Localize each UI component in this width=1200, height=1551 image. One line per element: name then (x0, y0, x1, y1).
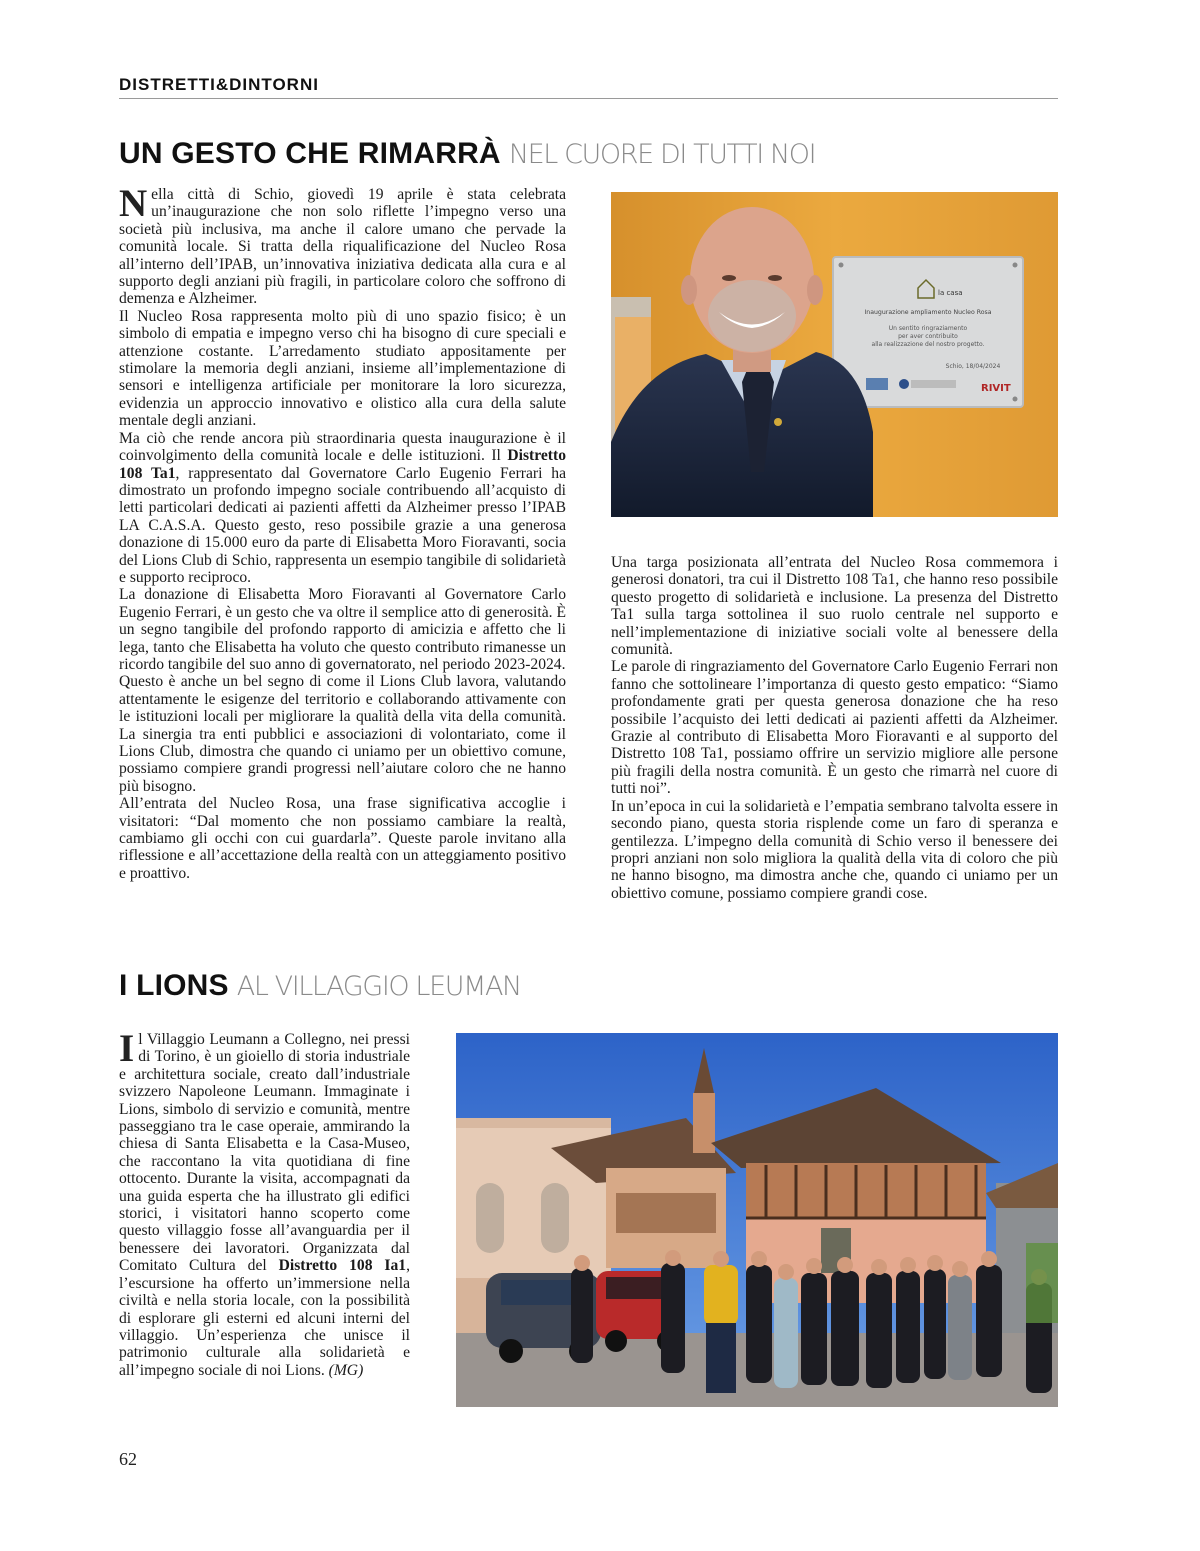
article1-column-left (119, 182, 566, 882)
article1-headline-light: NEL CUORE DI TUTTI NOI (508, 139, 816, 170)
district-name: Distretto 108 Ia1 (278, 1257, 407, 1275)
paragraph: Le parole di ringraziamento del Governatore Carlo Eugenio Ferrari non fanno che sottolineare l’importanza di questo gesto empatico: “Siamo profondamente grati per questa generosa donazione che ha reso possibile l’acquisto dei letti dedicati ai pazienti affetti da Alzheimer. Grazie al contributo di Elisabetta Moro Fioravanti e al supporto del Distretto 108 Ta1, possiamo offrire un servizio migliore alle persone più fragili della nostra comunità. È un gesto che rimarrà nel cuore di tutti noi”. (611, 658, 1058, 798)
article2-headline-light: AL VILLAGGIO LEUMAN (236, 971, 521, 1002)
plaque-line4: alla realizzazione del nostro progetto. (871, 341, 985, 348)
paragraph: Ma ciò che rende ancora più straordinaria questa inaugurazione è il coinvolgimento della comunità locale e delle istituzioni. Il Distretto 108 Ta1, rappresentato dal Governatore Carlo Eugenio Ferrari ha dimostrato un profondo impegno sociale contribuendo all’acquisto di letti particolari dedicati ai pazienti affetti da Alzheimer presso l’IPAB LA C.A.S.A. Questo gesto, reso possibile grazie a una generosa donazione di 15.000 euro da parte di Elisabetta Moro Fioravanti, socia del Lions Club di Schio, rappresenta un esempio tangibile di solidarietà e supporto reciproco. (119, 429, 566, 586)
section-title: DISTRETTI&DINTORNI (119, 75, 319, 94)
article1-headline-bold: UN GESTO CHE RIMARRÀ (119, 137, 501, 170)
district-name: Distretto 108 Ta1 (119, 447, 566, 482)
author-signature: (MG) (328, 1361, 364, 1379)
article2-headline (119, 966, 521, 1011)
governor-photo (611, 192, 1058, 517)
section-header (119, 74, 1058, 99)
villaggio-photo-illustration (456, 1033, 1058, 1407)
paragraph: Il Nucleo Rosa rappresenta molto più di uno spazio fisico; è un simbolo di empatia e impegno verso chi ha bisogno di cure speciali e attenzione costante. L’arredamento studiato appositamente per stimolare la memoria degli anziani, insieme all’implementazione di sensori e intelligenza artificiale per monitorare la loro sicurezza, evidenzia un approccio innovativo e olistico alla cura della salute mentale degli anziani. (119, 307, 566, 430)
paragraph: Nella città di Schio, giovedì 19 aprile è stata celebrata un’inaugurazione che non solo riflette l’impegno verso una società più inclusiva, ma anche il calore umano che pervade la comunità locale. Si tratta della riqualificazione del Nucleo Rosa all’interno dell’IPAB, un’innovativa iniziativa dedicata alla cura e al supporto degli anziani più fragili, in particolare coloro che soffrono di demenza e Alzheimer. (119, 182, 566, 308)
paragraph: Il Villaggio Leumann a Collegno, nei pressi di Torino, è un gioiello di storia industriale e architettura sociale, creato dall’industriale svizzero Napoleone Leumann. Immaginate i Lions, simbolo di servizio e comunità, mentre passeggiano tra le case operaie, ammirando la chiesa di Santa Elisabetta e la Casa-Museo, che raccontano la vita quotidiana di fine ottocento. Durante la visita, accompagnati da una guida esperta che ha illustrato gli edifici storici, i visitatori hanno scoperto come questo villaggio fosse all’avanguardia per il benessere dei lavoratori. Organizzata dal Comitato Cultura del Distretto 108 Ia1, l’escursione ha offerto un’immersione nella civiltà e nella storia locale, con la possibilità di esplorare gli esterni ed alcuni interni del villaggio. Un’esperienza che unisce il patrimonio culturale alla solidarietà e all’impegno sociale di noi Lions. (MG) (119, 1027, 410, 1379)
dropcap: I (119, 1027, 135, 1070)
article1-column-right (611, 554, 1058, 902)
plaque-line3: per aver contribuito (898, 333, 958, 340)
villaggio-leumann-photo (456, 1033, 1058, 1407)
plaque-date: Schio, 18/04/2024 (945, 363, 1001, 370)
plaque-line2: Un sentito ringraziamento (888, 325, 968, 332)
governor-photo-illustration (611, 192, 1058, 517)
paragraph: All’entrata del Nucleo Rosa, una frase significativa accoglie i visitatori: “Dal momento che non possiamo cambiare la realtà, cambiamo gli occhi con cui guardarla”. Queste parole invitano alla riflessione e all’accettazione della realtà con un atteggiamento positivo e proattivo. (119, 795, 566, 882)
page-number: 62 (119, 1449, 137, 1469)
paragraph: In un’epoca in cui la solidarietà e l’empatia sembrano talvolta essere in secondo piano, questa storia risplende come un faro di speranza e gentilezza. L’impegno della comunità di Schio verso il benessere dei propri anziani non solo migliora la qualità della vita di coloro che più ne hanno bisogno, ma dimostra anche che, quando ci uniamo per un obiettivo comune, possiamo compiere grandi cose. (611, 797, 1058, 902)
paragraph: Una targa posizionata all’entrata del Nucleo Rosa commemora i generosi donatori, tra cui il Distretto 108 Ta1, che hanno reso possibile questo progetto di solidarietà e inclusione. La presenza del Distretto Ta1 sulla targa sottolinea il suo ruolo centrale nel supporto e nell’implementazione di iniziative sociali volte al benessere della comunità. (611, 554, 1058, 659)
plaque-logo-text: la casa (938, 289, 963, 297)
paragraph: La donazione di Elisabetta Moro Fioravanti al Governatore Carlo Eugenio Ferrari, è un gesto che va oltre il semplice atto di generosità. È un segno tangibile del profondo rapporto di amicizia e affetto che li lega, tanto che Elisabetta ha voluto che questo contributo rimanesse un ricordo tangibile del suo anno di governatorato, nel periodo 2023-2024. (119, 586, 566, 673)
paragraph: Questo è anche un bel segno di come il Lions Club lavora, valutando attentamente le esigenze del territorio e collaborando attivamente con le istituzioni locali per migliorare la qualità della vita della comunità. La sinergia tra enti pubblici e associazioni di volontariato, come il Lions Club, dimostra che quando ci uniamo per un obiettivo comune, possiamo compiere grandi progressi nell’aiutare coloro che ne hanno più bisogno. (119, 673, 566, 795)
article1-headline (119, 134, 815, 179)
plaque-sponsor: RIVIT (981, 383, 1011, 394)
plaque-line1: Inaugurazione ampliamento Nucleo Rosa (864, 309, 992, 316)
article2-column (119, 1027, 410, 1379)
article2-headline-bold: I LIONS (119, 969, 229, 1002)
dropcap: N (119, 182, 148, 225)
